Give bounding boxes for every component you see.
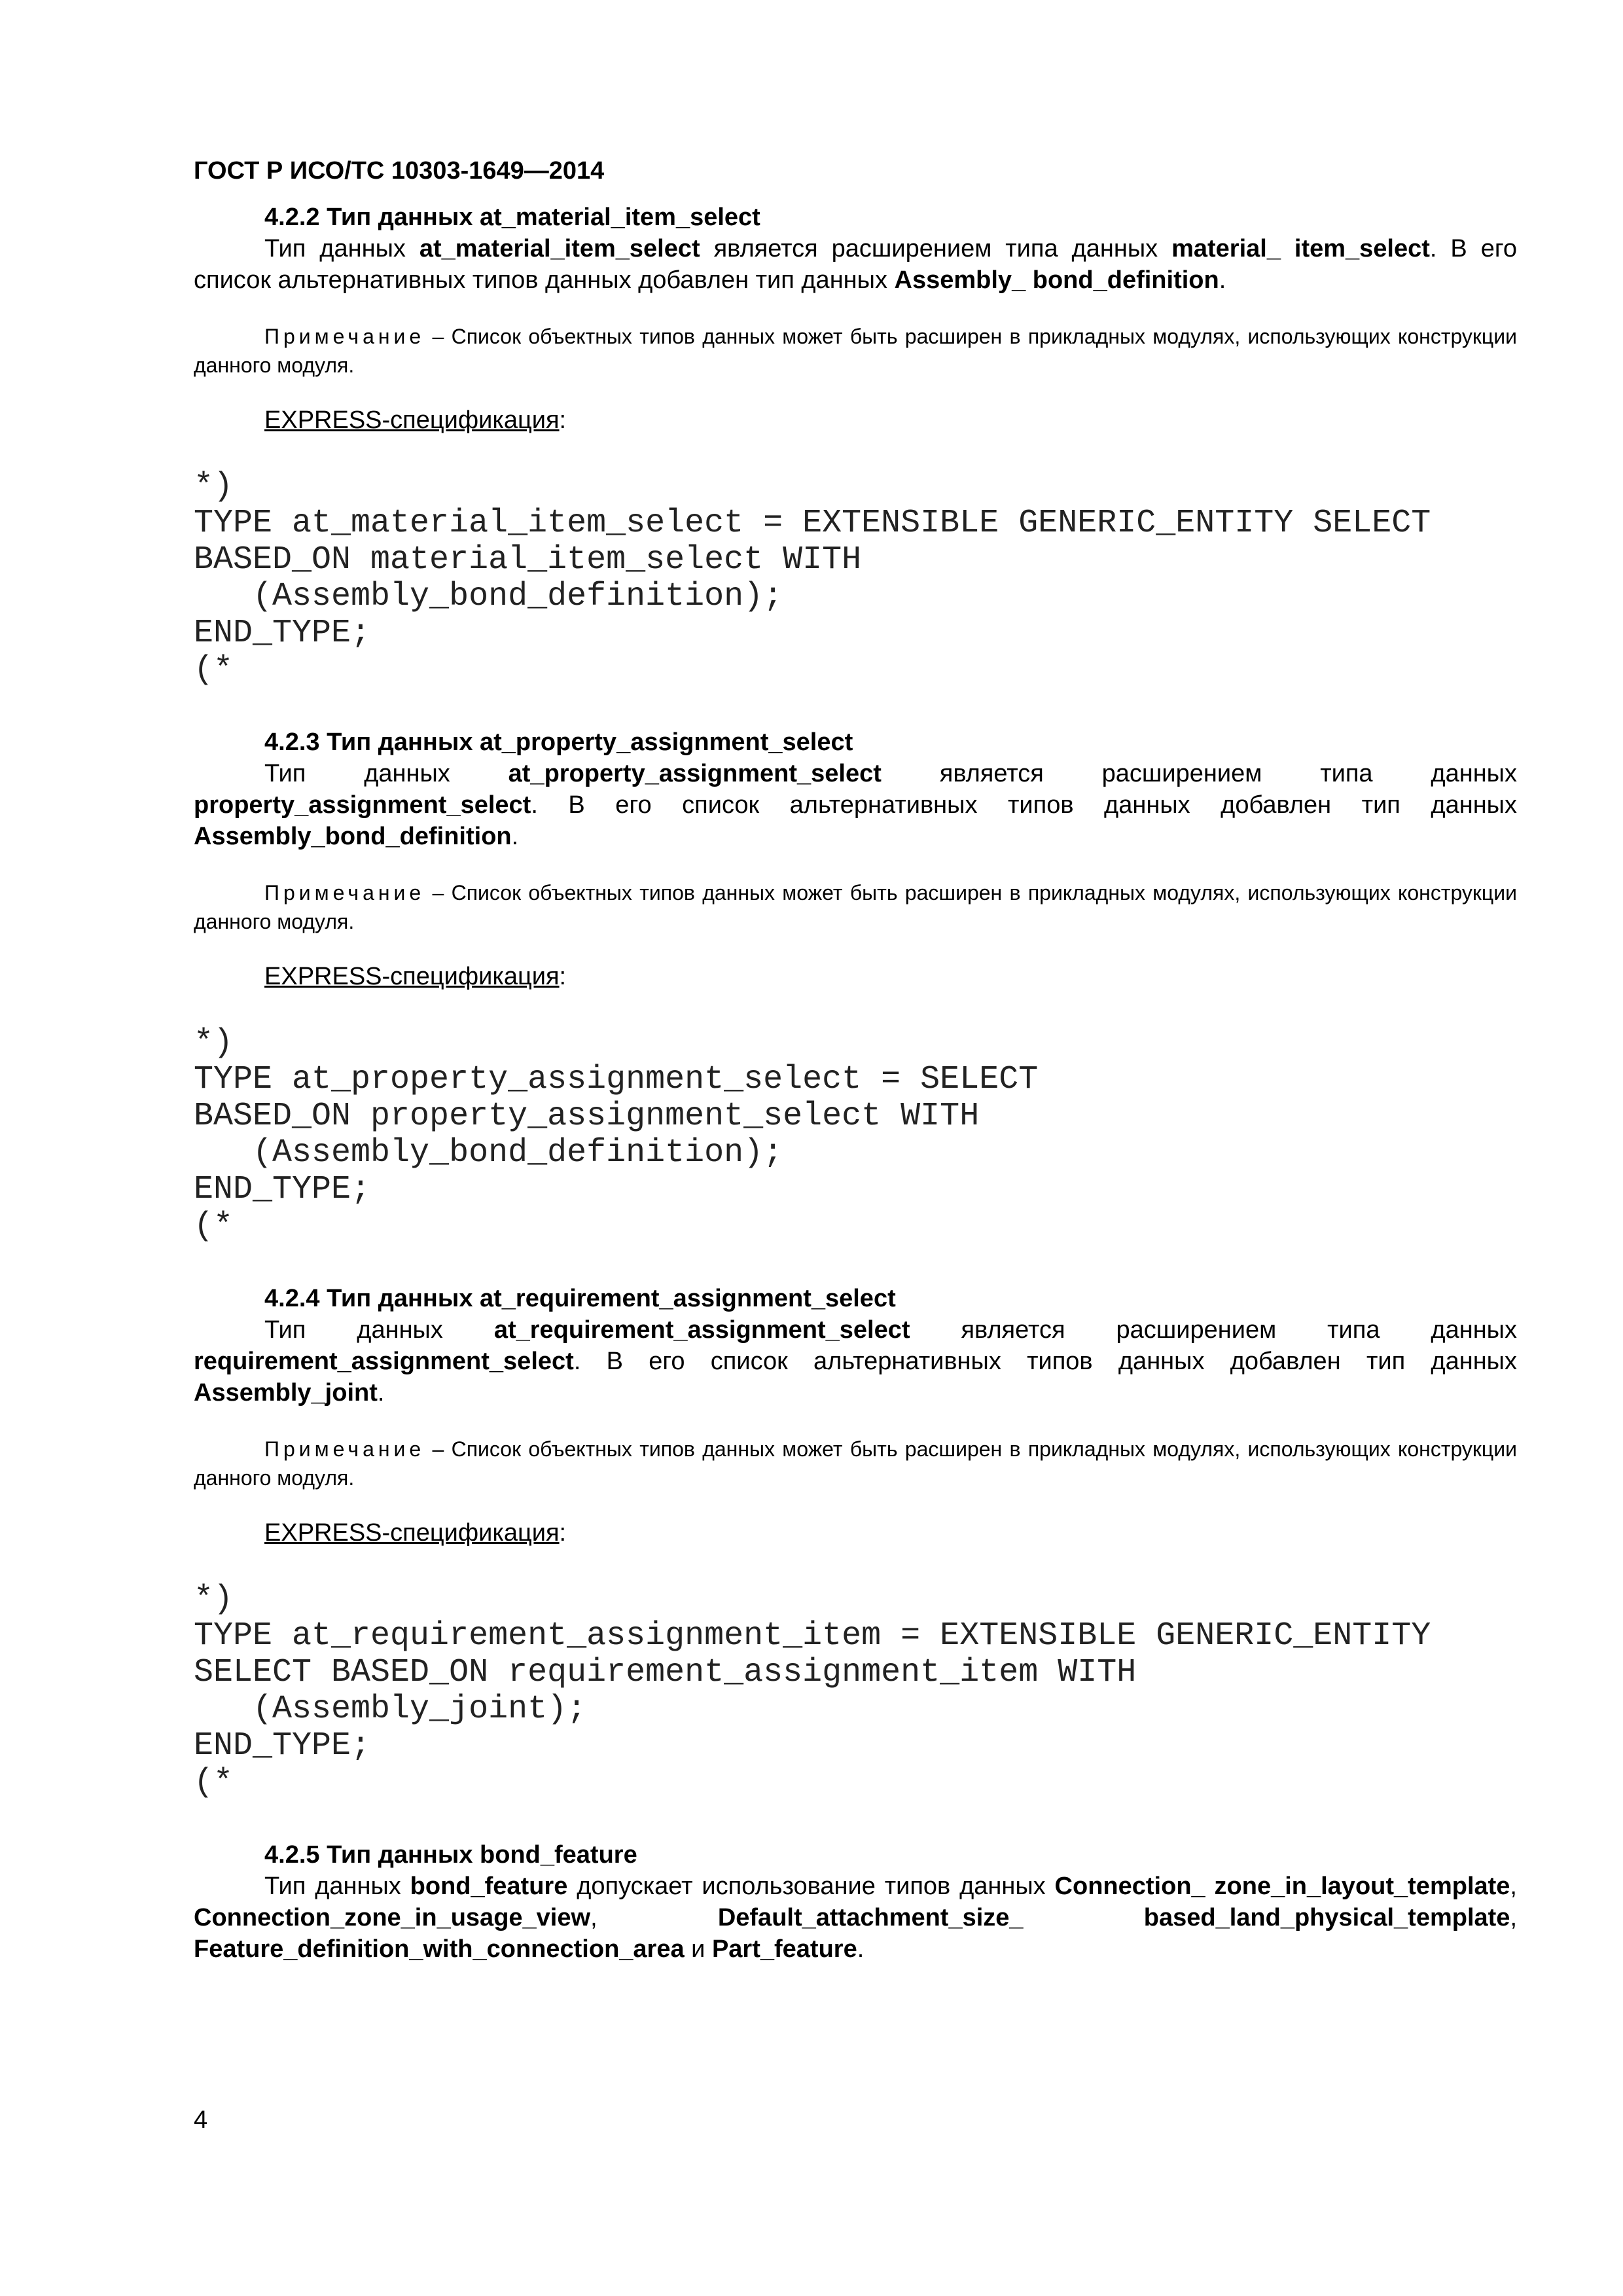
express-colon: :	[559, 406, 567, 434]
express-code-block: *) TYPE at_property_assignment_select = SELECT BASED_ON property_assignment_select WITH (Assembly_bond_definition); END_TYPE; (*	[194, 1024, 1039, 1245]
text-run: . В его список альтернативных типов данных добавлен тип данных	[573, 1348, 1517, 1375]
type-name: Assembly_ bond_definition	[894, 266, 1219, 294]
text-run: и	[684, 1935, 712, 1963]
text-run: . В его список альтернативных типов данных добавлен тип данных	[194, 235, 1517, 294]
type-name: bond_feature	[410, 1873, 568, 1900]
section-4-2-2	[194, 202, 1517, 689]
note	[194, 1435, 1517, 1492]
section-4-2-3	[194, 726, 1517, 1245]
type-name: requirement_assignment_select	[194, 1348, 574, 1375]
text-run: допускает использование типов данных	[567, 1873, 1055, 1900]
text-run: ,	[1510, 1873, 1517, 1900]
section-paragraph	[194, 233, 1517, 296]
text-run: ,	[590, 1904, 718, 1931]
type-name: property_assignment_select	[194, 791, 531, 819]
express-code-block: *) TYPE at_requirement_assignment_item = EXTENSIBLE GENERIC_ENTITY SELECT BASED_ON requirement_assignment_item WITH (Assembly_joint); END_TYPE; (*	[194, 1581, 1431, 1801]
section-4-2-4	[194, 1283, 1517, 1801]
type-name: at_material_item_select	[419, 235, 700, 262]
note-label: Примечание	[264, 881, 425, 905]
type-name: at_requirement_assignment_select	[493, 1316, 910, 1344]
type-name: Assembly_joint	[194, 1379, 378, 1407]
note	[194, 322, 1517, 380]
text-run: ,	[1510, 1904, 1517, 1931]
text-run: является расширением типа данных	[910, 1316, 1517, 1344]
text-run: является расширением типа данных	[881, 760, 1517, 787]
express-label-text: EXPRESS-спецификация	[264, 963, 560, 990]
text-run: .	[857, 1935, 865, 1963]
note-text: – Список объектных типов данных может быть расширен в прикладных модулях, использующих конструкции данного модуля.	[194, 881, 1517, 933]
express-label-text: EXPRESS-спецификация	[264, 406, 560, 434]
section-heading: 4.2.4 Тип данных at_requirement_assignment_select	[264, 1285, 896, 1312]
section-4-2-5	[194, 1839, 1517, 1965]
express-code-block: *) TYPE at_material_item_select = EXTENSIBLE GENERIC_ENTITY SELECT BASED_ON material_item_select WITH (Assembly_bond_definition); END_TYPE; (*	[194, 468, 1431, 689]
express-colon: :	[559, 1519, 567, 1547]
note	[194, 878, 1517, 936]
type-name: Connection_ zone_in_layout_template	[1054, 1873, 1510, 1900]
text-run: .	[377, 1379, 385, 1407]
express-spec-label	[194, 1517, 1517, 1549]
text-run: Тип данных	[264, 760, 508, 787]
express-label-text: EXPRESS-спецификация	[264, 1519, 560, 1547]
section-paragraph	[194, 1314, 1517, 1408]
text-run: .	[1219, 266, 1226, 294]
type-name: at_property_assignment_select	[508, 760, 882, 787]
section-heading: 4.2.5 Тип данных bond_feature	[264, 1841, 637, 1869]
page-content	[194, 154, 1517, 1965]
note-label: Примечание	[264, 325, 425, 348]
section-heading: 4.2.3 Тип данных at_property_assignment_select	[264, 728, 853, 756]
text-run: .	[511, 823, 519, 850]
text-run: Тип данных	[264, 1316, 494, 1344]
text-run: Тип данных	[264, 1873, 410, 1900]
text-run: Тип данных	[264, 235, 419, 262]
section-heading: 4.2.2 Тип данных at_material_item_select	[264, 204, 760, 231]
type-name: material_ item_select	[1171, 235, 1430, 262]
section-paragraph	[194, 758, 1517, 852]
express-spec-label	[194, 404, 1517, 436]
document-code: ГОСТ Р ИСО/ТС 10303-1649—2014	[194, 157, 605, 185]
type-name: Part_feature	[711, 1935, 857, 1963]
type-name: Feature_definition_with_connection_area	[194, 1935, 685, 1963]
express-spec-label	[194, 961, 1517, 992]
note-label: Примечание	[264, 1437, 425, 1461]
type-name: Default_attachment_size_ based_land_physical_template	[717, 1904, 1510, 1931]
express-colon: :	[559, 963, 567, 990]
note-text: – Список объектных типов данных может быть расширен в прикладных модулях, использующих конструкции данного модуля.	[194, 325, 1517, 377]
note-text: – Список объектных типов данных может быть расширен в прикладных модулях, использующих конструкции данного модуля.	[194, 1437, 1517, 1490]
type-name: Connection_zone_in_usage_view	[194, 1904, 591, 1931]
page-number: 4	[194, 2106, 208, 2134]
text-run: . В его список альтернативных типов данных добавлен тип данных	[531, 791, 1517, 819]
type-name: Assembly_bond_definition	[194, 823, 512, 850]
text-run: является расширением типа данных	[700, 235, 1172, 262]
section-paragraph	[194, 1871, 1517, 1965]
